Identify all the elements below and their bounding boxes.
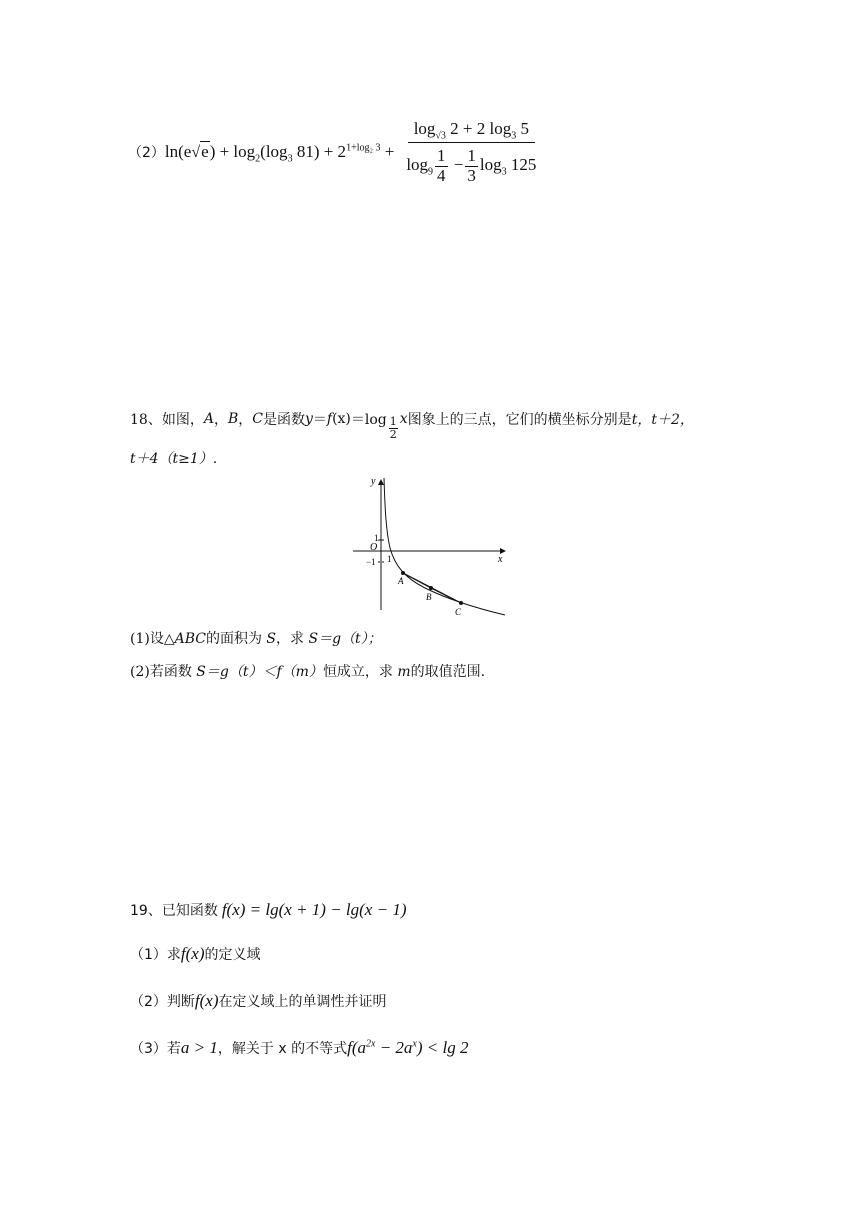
function-graph — [345, 470, 515, 620]
origin-label: O — [370, 542, 378, 553]
q17-part2-row — [128, 112, 542, 192]
q17-part2-expression: $\ln(e√e) + \log_2(\log_3$ $81) + 2^{1+log_2 3}$ + — [164, 142, 395, 165]
q19-intro: 19、已知函数 f(x) = lg(x + 1) − lg(x − 1) — [130, 900, 407, 919]
y-tick-neg1: −1 — [366, 557, 376, 567]
point-c — [459, 601, 463, 605]
q19-part1: （1） 求 f(x) 的定义域 — [130, 944, 261, 963]
point-b — [429, 586, 433, 590]
q19-part3: （3） 若 a > 1 ，解关于 x 的不等式 $f(a^{2x} - 2a^x) < \lg 2$ — [130, 1038, 469, 1057]
point-c-label: C — [455, 607, 462, 617]
x-tick-1: 1 — [387, 554, 392, 564]
half-base: $\frac{1}{2}$ — [389, 415, 397, 441]
fraction-denominator: $\log_9$ $\frac{1}{4}$ − $\frac{1}{3}$ $\log_3 125$ — [406, 145, 537, 185]
y-tick-1: 1 — [374, 533, 379, 543]
q18-part2: (2)若函数 S＝g（t）＜f（m）恒成立，求 m的取值范围. — [130, 664, 486, 680]
y-axis-label: y — [371, 476, 376, 487]
point-a-label: A — [398, 576, 404, 586]
q18-part1: (1)设△ABC的面积为 S，求 S＝g（t）； — [130, 631, 382, 647]
point-a — [401, 571, 405, 575]
q18-intro-line2: t＋4（t≥1）. — [130, 451, 218, 467]
q18-intro-line1: 18、如图， A ， B ， C 是函数 y ＝ f (x) ＝log $\frac{1}{2}$ x 图象上的三点，它们的横坐标分别是 t， t＋2， — [130, 411, 694, 441]
q19-part2: （2） 判断 f(x) 在定义域上的单调性并证明 — [130, 991, 387, 1010]
x-axis-label: x — [498, 554, 503, 565]
q17-part2-fraction — [400, 119, 542, 185]
point-b-label: B — [426, 592, 432, 602]
q17-part2-label: （2） — [128, 145, 165, 161]
fraction-numerator: $\log_{√3} 2 + 2$ $\log_3 5$ — [408, 119, 535, 143]
